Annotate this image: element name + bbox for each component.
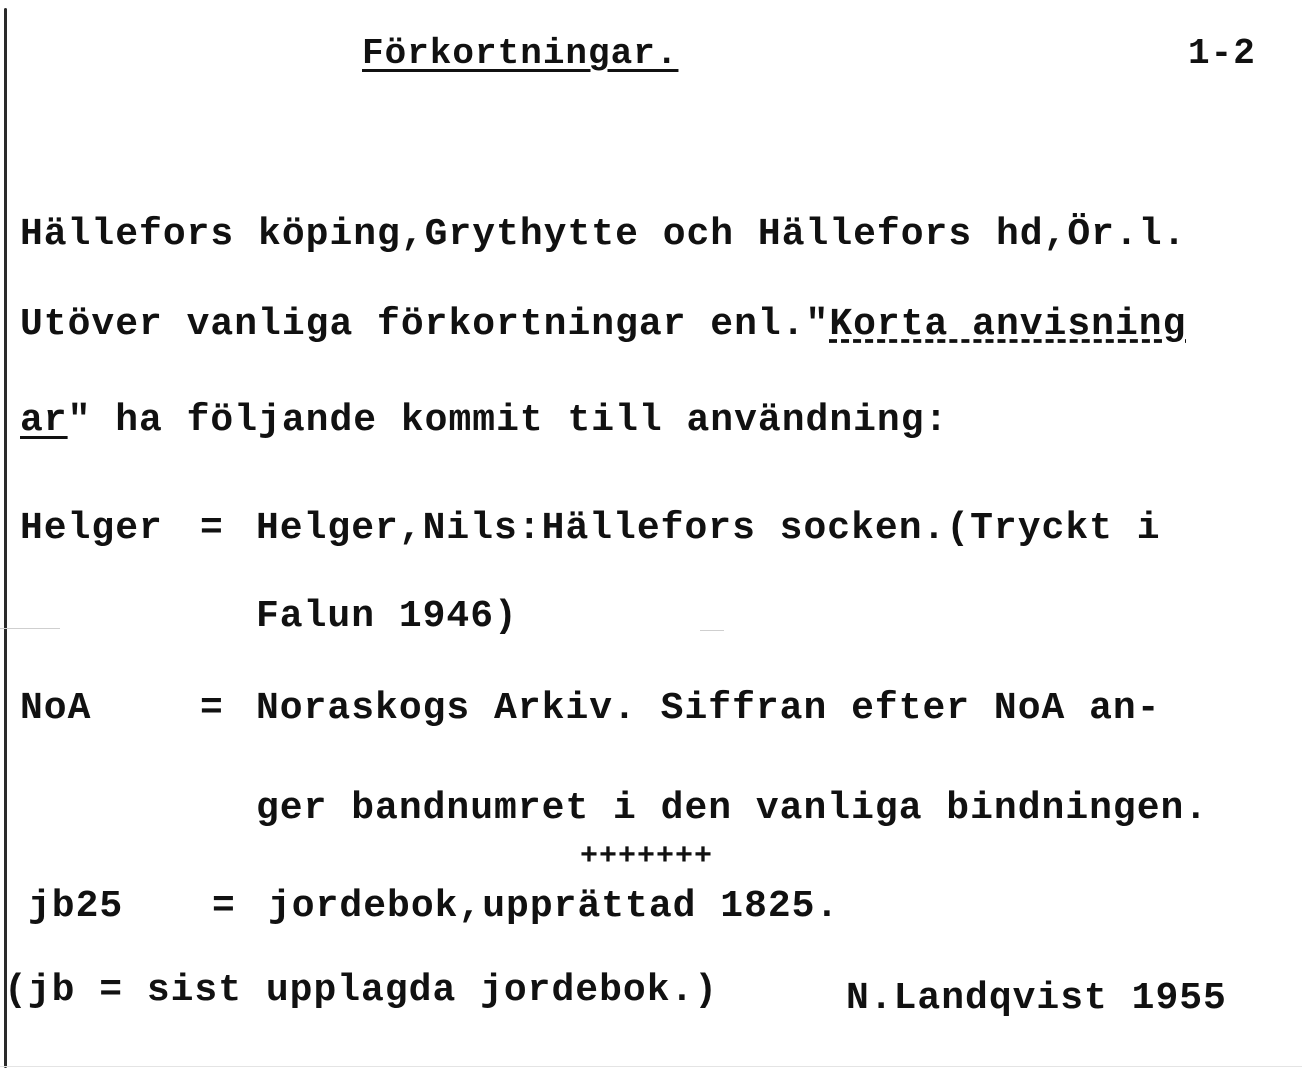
entry-abbreviation: jb25 — [28, 885, 124, 928]
intro-line-2-prefix: Utöver vanliga förkortningar enl." — [20, 303, 830, 346]
intro-line-3-suffix: " ha följande kommit till användning: — [67, 399, 949, 442]
page-number: 1-2 — [1188, 33, 1256, 74]
entry-equals: = — [200, 507, 224, 550]
signature: N.Landqvist 1955 — [846, 977, 1227, 1020]
entry-abbreviation: Helger — [20, 507, 163, 550]
entry-definition: Noraskogs Arkiv. Siffran efter NoA an- — [256, 687, 1161, 730]
separator-crosses: +++++++ — [580, 840, 714, 874]
scan-mark — [700, 630, 724, 631]
intro-line-3-reference: ar — [20, 399, 68, 442]
intro-line-3 — [20, 399, 949, 442]
card-left-edge — [4, 8, 7, 1068]
intro-line-1: Hällefors köping,Grythytte och Hällefors hd,Ör.l. — [20, 213, 1187, 256]
entry-definition: Helger,Nils:Hällefors socken.(Tryckt i — [256, 507, 1161, 550]
entry-definition-continued: Falun 1946) — [256, 595, 518, 638]
entry-definition: jordebok,upprättad 1825. — [268, 885, 840, 928]
card-title: Förkortningar. — [362, 33, 679, 74]
intro-line-2-reference: Korta anvisning — [829, 303, 1187, 346]
scan-edge — [0, 1066, 1302, 1067]
entry-definition-continued: ger bandnumret i den vanliga bindningen. — [256, 787, 1209, 830]
entry-equals: = — [200, 687, 224, 730]
intro-line-2 — [20, 303, 1187, 346]
scan-mark — [0, 628, 60, 629]
entry-abbreviation: NoA — [20, 687, 92, 730]
footnote: (jb = sist upplagda jordebok.) — [4, 969, 719, 1012]
entry-equals: = — [212, 885, 236, 928]
